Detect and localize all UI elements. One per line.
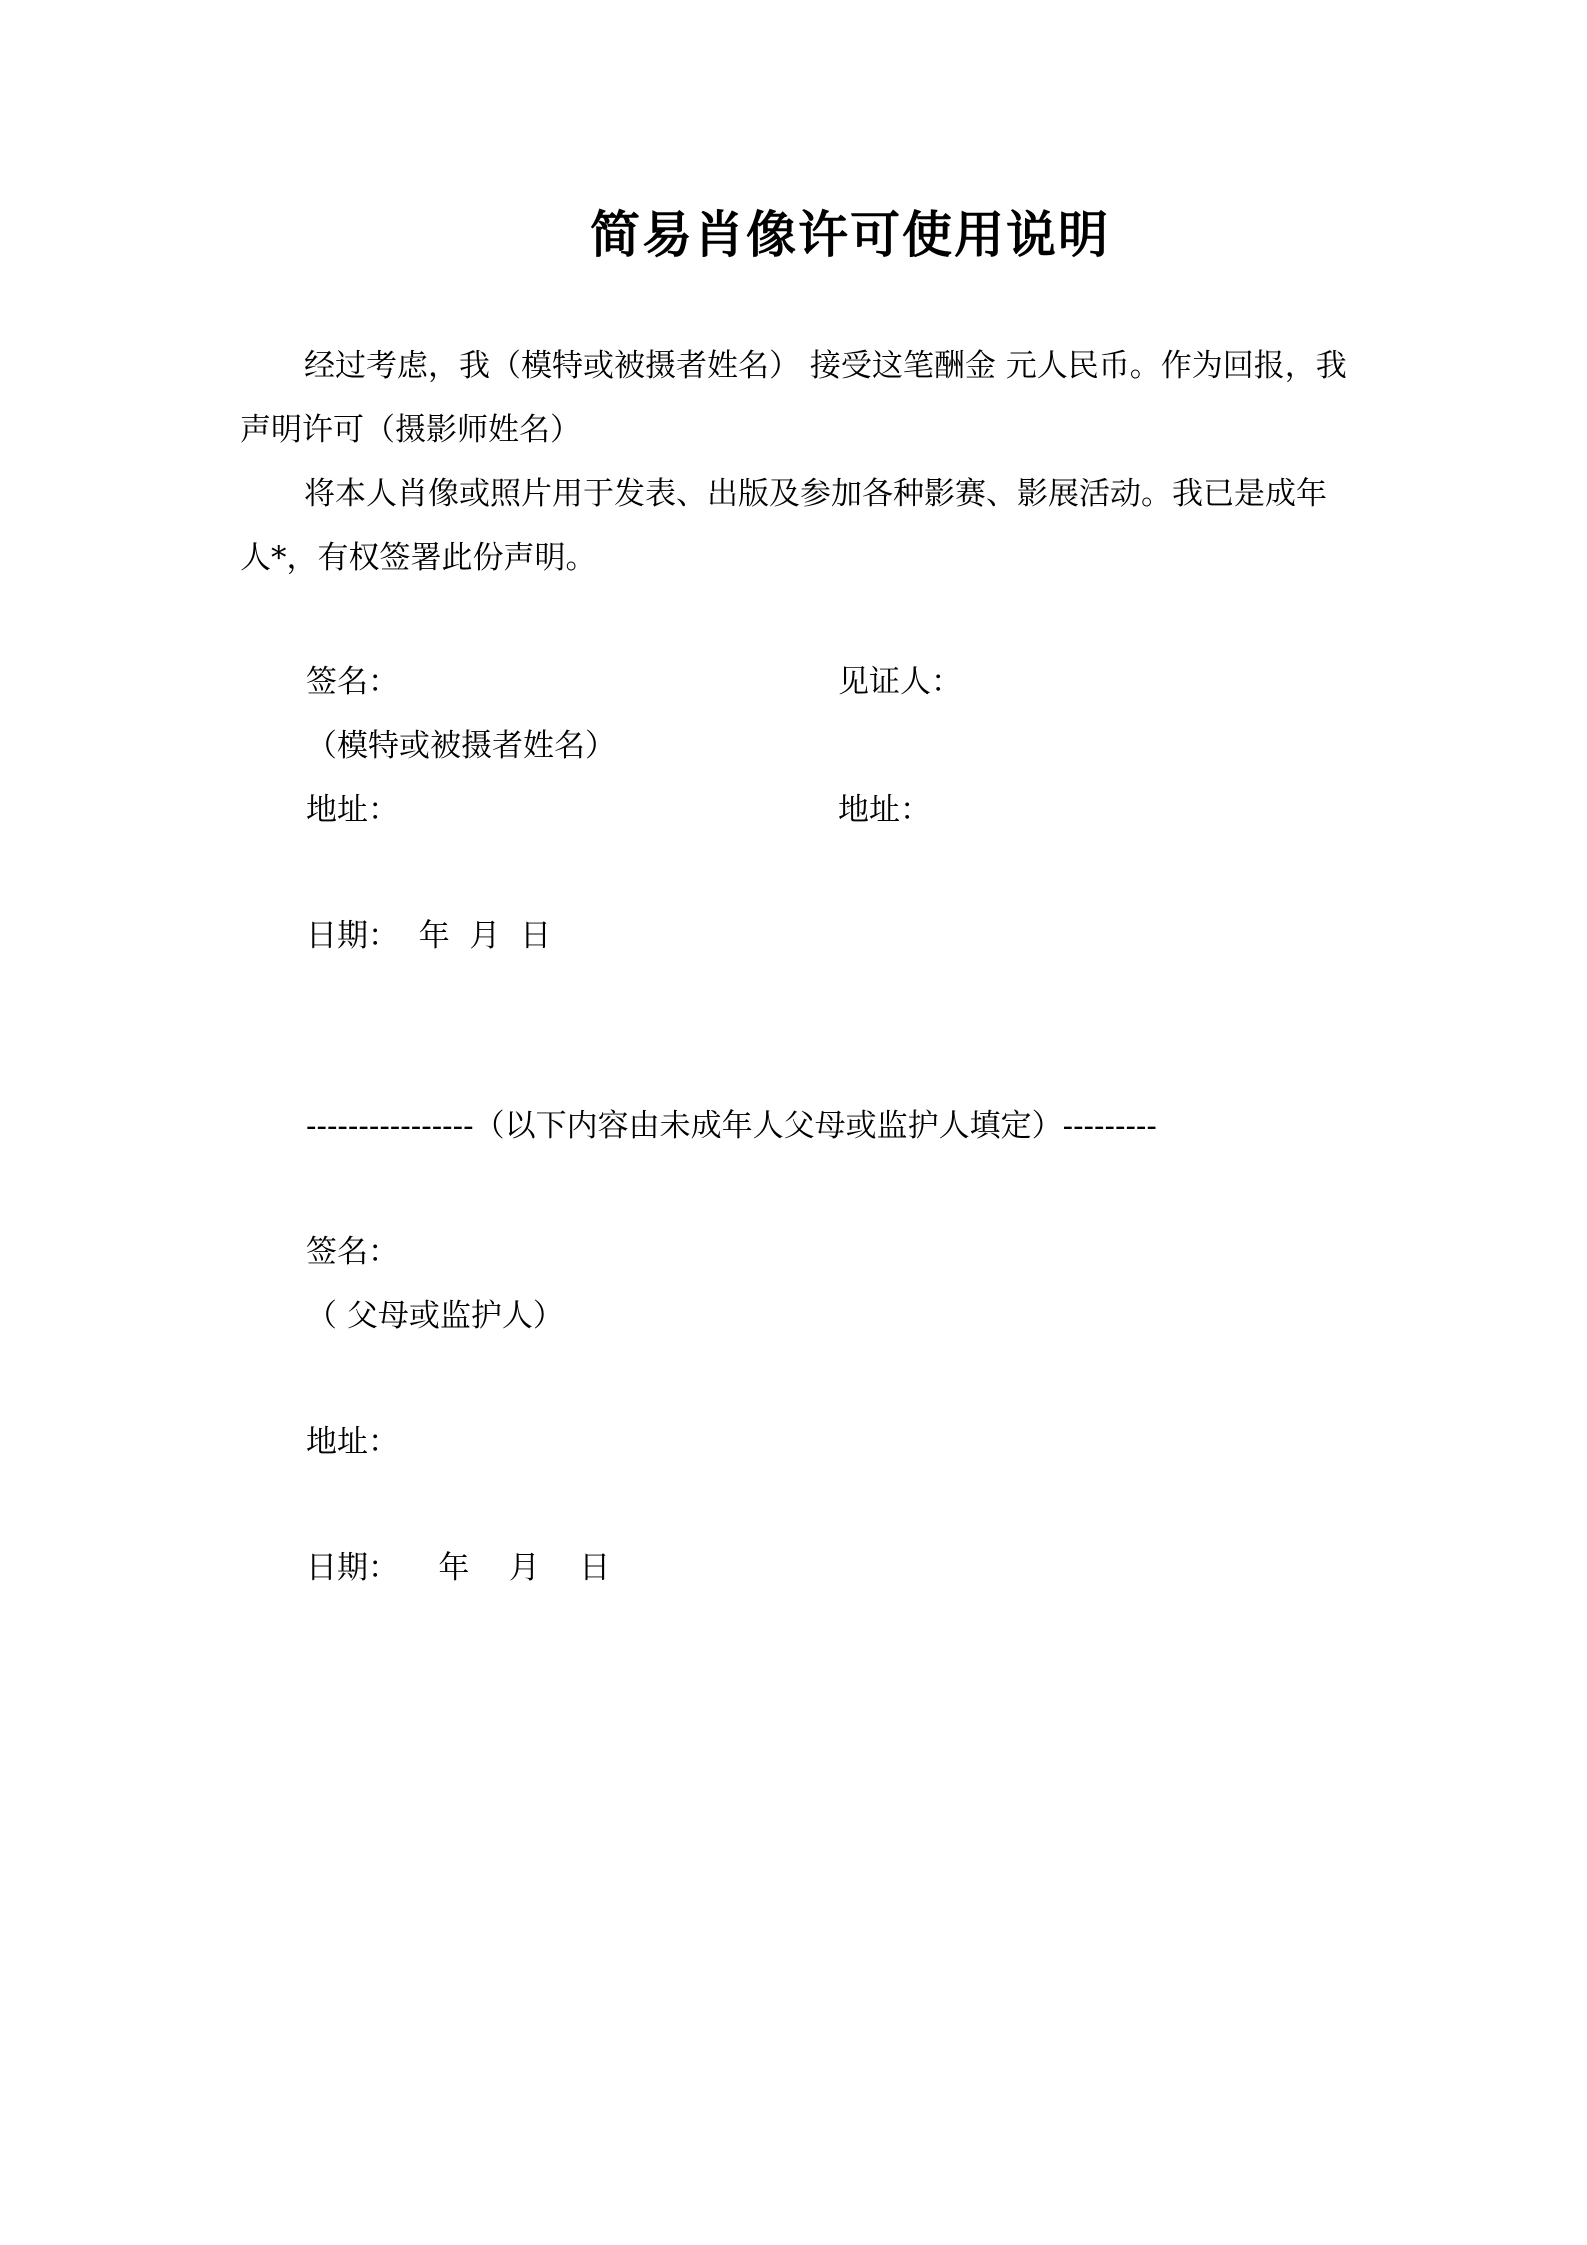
signing-date-line: 日期： 年 月 日 [306, 918, 552, 954]
signer-name-note: （模特或被摄者姓名） [306, 728, 616, 764]
signer-address-label: 地址： [306, 792, 399, 828]
guardian-name-note: （ 父母或监护人） [306, 1298, 564, 1334]
usage-paragraph: 将本人肖像或照片用于发表、出版及参加各种影赛、影展活动。我已是成年人*，有权签署此份声明。 [240, 476, 1327, 576]
consent-paragraph: 经过考虑，我（模特或被摄者姓名） 接受这笔酬金 元人民币。作为回报，我声明许可（摄影师姓名） [240, 348, 1347, 448]
witness-address-label: 地址： [838, 792, 931, 828]
witness-label: 见证人： [838, 664, 962, 700]
document-body [240, 334, 1355, 590]
document-title: 简易肖像许可使用说明 [590, 205, 1110, 264]
minor-section-divider: ----------------（以下内容由未成年人父母或监护人填定）--------- [306, 1108, 1157, 1144]
guardian-signature-label: 签名： [306, 1234, 399, 1270]
guardian-address-label: 地址： [306, 1424, 399, 1460]
guardian-date-line: 日期： 年 月 日 [306, 1550, 611, 1586]
signature-label: 签名： [306, 664, 399, 700]
